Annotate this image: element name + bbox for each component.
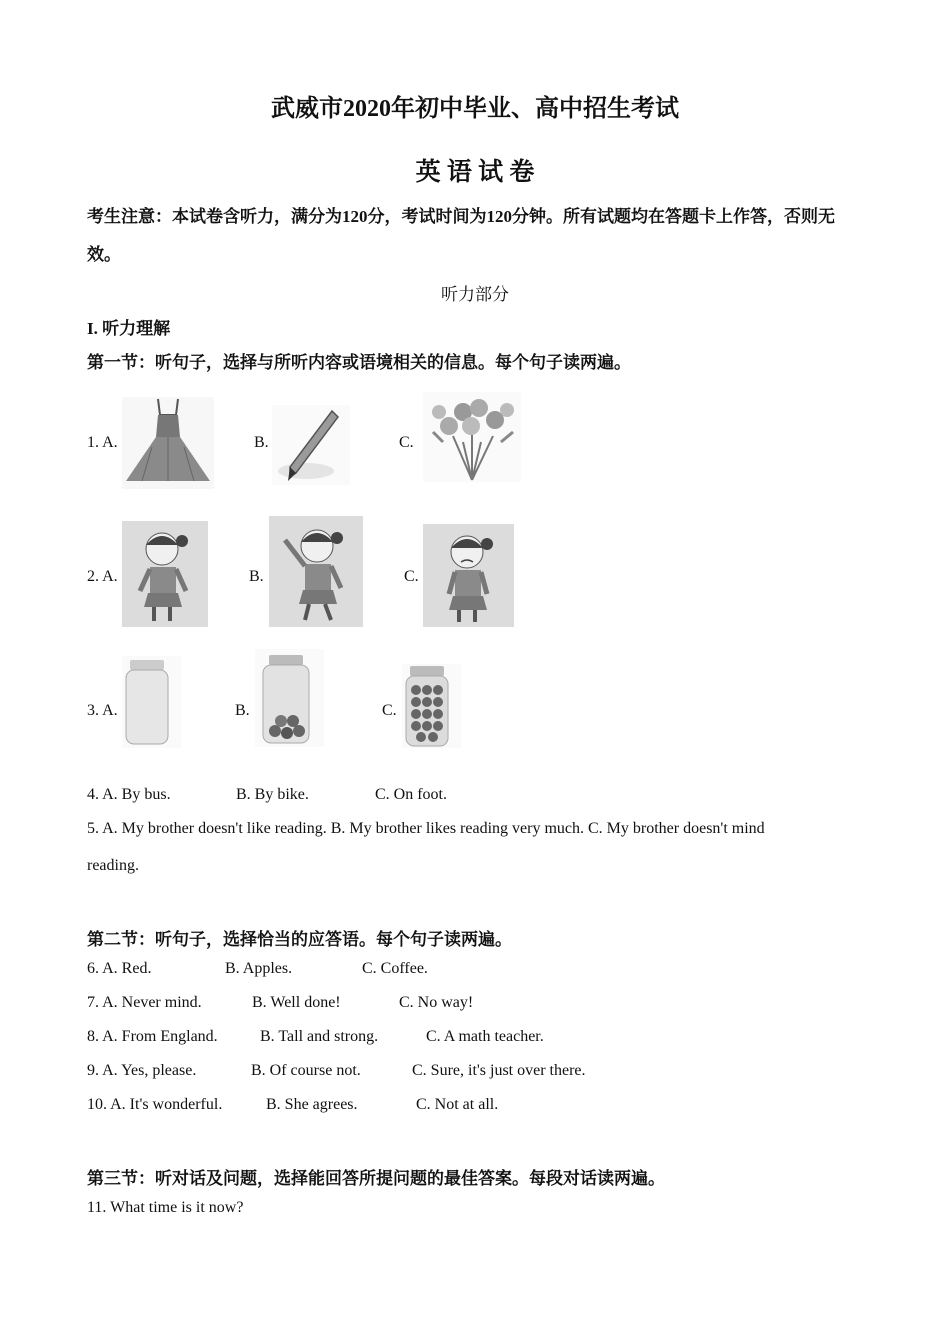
q5-line-1: 5. A. My brother doesn't like reading. B. My brother likes reading very much. C. My brother doesn't mind: [87, 820, 765, 837]
q7-option-a: 7. A. Never mind.: [87, 994, 202, 1011]
q10-option-b: B. She agrees.: [266, 1096, 358, 1113]
q3-option-b-label: B.: [235, 702, 250, 719]
q8-option-b: B. Tall and strong.: [260, 1028, 379, 1045]
q10-option-a: 10. A. It's wonderful.: [87, 1096, 223, 1113]
part2-heading: 第二节：听句子，选择恰当的应答语。每个句子读两遍。: [87, 930, 512, 949]
q2-option-a-label: 2. A.: [87, 568, 118, 585]
girl-sad-icon: [423, 524, 514, 627]
q7-option-b: B. Well done!: [252, 994, 341, 1011]
part1-heading: 第一节：听句子，选择与所听内容或语境相关的信息。每个句子读两遍。: [87, 353, 631, 372]
q2-option-c-label: C.: [404, 568, 419, 585]
girl-waving-icon: [269, 516, 363, 627]
q10-option-c: C. Not at all.: [416, 1096, 499, 1113]
q4-option-a: 4. A. By bus.: [87, 786, 171, 803]
q5-line-2: reading.: [87, 857, 139, 874]
q9-option-a: 9. A. Yes, please.: [87, 1062, 197, 1079]
q6-option-a: 6. A. Red.: [87, 960, 152, 977]
exam-subtitle: 英 语 试 卷: [415, 159, 535, 186]
section-heading: I. 听力理解: [87, 319, 171, 338]
q6-option-c: C. Coffee.: [362, 960, 428, 977]
dress-icon: [122, 397, 214, 489]
part3-heading: 第三节：听对话及问题，选择能回答所提问题的最佳答案。每段对话读两遍。: [87, 1169, 665, 1188]
q7-option-c: C. No way!: [399, 994, 474, 1011]
exam-notice: 考生注意：本试卷含听力，满分为120分，考试时间为120分钟。所有试题均在答题卡上作答，否则无效。: [87, 207, 835, 264]
flowers-icon: [423, 392, 521, 482]
q3-option-c-label: C.: [382, 702, 397, 719]
q9-option-c: C. Sure, it's just over there.: [412, 1062, 586, 1079]
girl-standing-icon: [122, 521, 208, 627]
q8-option-a: 8. A. From England.: [87, 1028, 218, 1045]
q4-option-c: C. On foot.: [375, 786, 447, 803]
exam-title: 武威市2020年初中毕业、高中招生考试: [271, 96, 679, 122]
empty-jar-icon: [122, 656, 181, 748]
q6-option-b: B. Apples.: [225, 960, 293, 977]
q2-option-b-label: B.: [249, 568, 264, 585]
question-11: 11. What time is it now?: [87, 1199, 244, 1216]
q8-option-c: C. A math teacher.: [426, 1028, 544, 1045]
full-jar-icon: [402, 664, 461, 748]
half-jar-icon: [255, 649, 324, 747]
q1-option-b-label: B.: [254, 434, 269, 451]
q4-option-b: B. By bike.: [236, 786, 309, 803]
part-label: 听力部分: [441, 285, 509, 304]
q9-option-b: B. Of course not.: [251, 1062, 361, 1079]
q1-option-c-label: C.: [399, 434, 414, 451]
q3-option-a-label: 3. A.: [87, 702, 118, 719]
q1-option-a-label: 1. A.: [87, 434, 118, 451]
pen-icon: [272, 405, 350, 485]
